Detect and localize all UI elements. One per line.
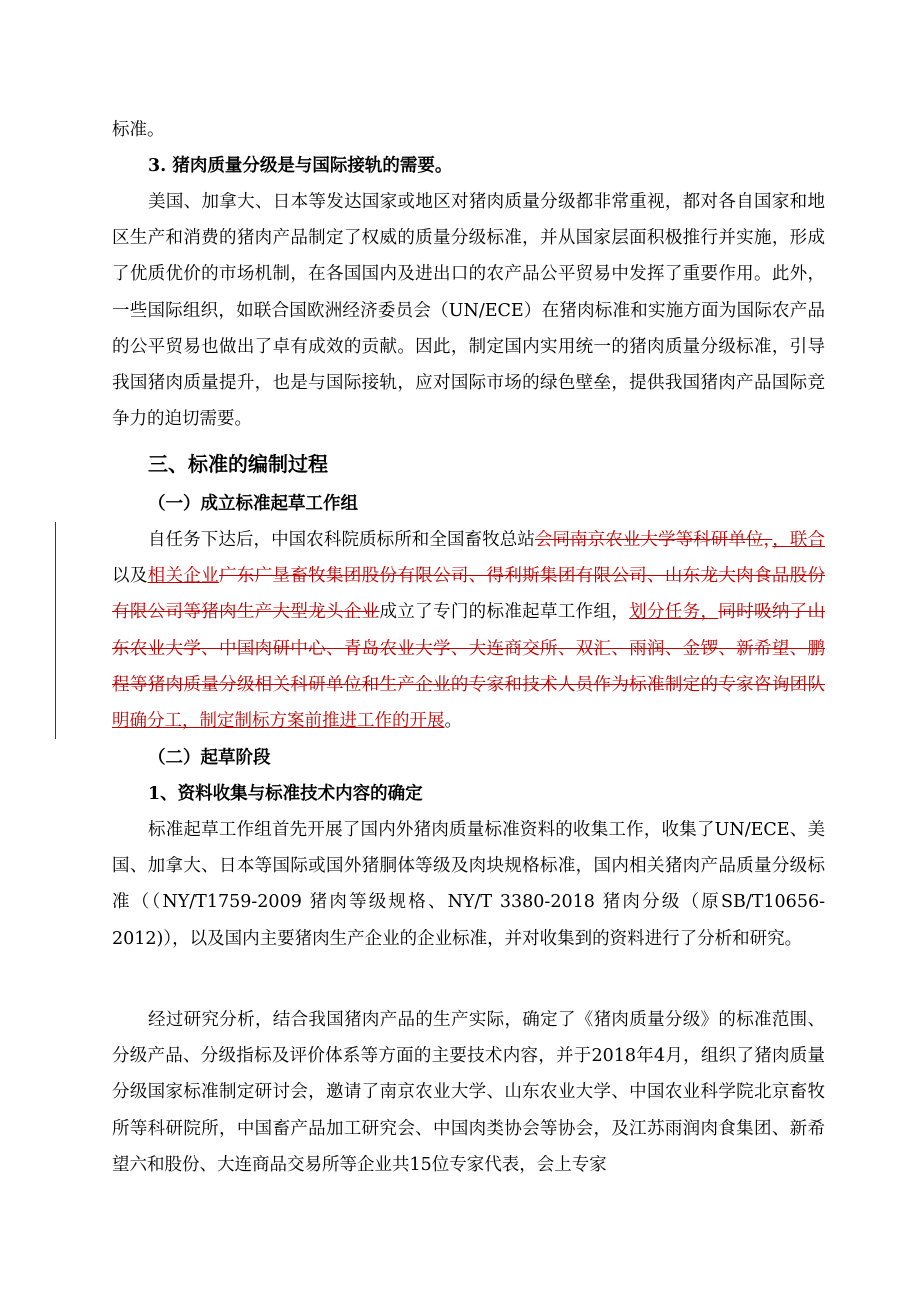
text-run: 成立了专门的标准起草工作组， — [379, 602, 630, 623]
subsection-heading-drafting-stage: （二）起草阶段 — [148, 748, 271, 768]
text-run: 自任务下达后，中国农科院质标所和全国畜牧总站 — [148, 530, 535, 550]
inserted-text: 明确分工，制定制标方案前推进工作的开展 — [112, 711, 445, 732]
paragraph-international: 美国、加拿大、日本等发达国家或地区对猪肉质量分级都非常重视，都对各自国家和地区生产和消费的猪肉产品制定了权威的质量分级标准，并从国家层面积极推行并实施，形成了优质优价的市场机制，在各国国内及进出口的农产品公平贸易中发挥了重要作用。此外，一些国际组织，如联合国欧洲经济委员会（UN/ECE）在猪肉标准和实施方面为国际农产品的公平贸易也做出了卓有成效的贡献。因此，制定国内实用统一的猪肉质量分级标准，引导我国猪肉质量提升，也是与国际接轨，应对国际市场的绿色壁垒，提供我国猪肉产品国际竞争力的迫切需要。 — [112, 192, 825, 430]
deleted-text: 同时吸纳了山东农业大学、中国肉研中心、青岛农业大学、大连商交所、双汇、雨润、金锣、新希望、鹏程等猪肉质量分级相关科研单位和生产企业的专家和技术人员作为标准制定的专家咨询团队 — [112, 602, 826, 695]
paragraph-research: 经过研究分析，结合我国猪肉产品的生产实际，确定了《猪肉质量分级》的标准范围、分级产品、分级指标及评价体系等方面的主要技术内容，并于2018年4月，组织了猪肉质量分级国家标准制定研讨会，邀请了南京农业大学、山东农业大学、中国农业科学院北京畜牧所等科研院所，中国畜产品加工研究会、中国肉类协会等协会，及江苏雨润肉食集团、新希望六和股份、大连商品交易所等企业共15位专家代表，会上专家 — [112, 1010, 825, 1175]
deleted-text: 会同南京农业大学等科研单位， — [534, 530, 773, 550]
inserted-text: 划分任务， — [629, 602, 719, 623]
inserted-text: 相关企业 — [147, 566, 220, 587]
inserted-text: ，联合 — [772, 530, 826, 550]
revision-change-bar — [55, 522, 56, 739]
numbered-heading: 3. 猪肉质量分级是与国际接轨的需要。 — [148, 156, 453, 176]
text-run: 。 — [444, 711, 462, 732]
deleted-text: 广东广垦畜牧集团股份有限公司、得利斯集团有限公司、山东龙大肉食品股份有限公司等猪肉生产大型龙头企业 — [112, 566, 826, 623]
tracked-changes-paragraph — [112, 522, 825, 739]
numbered-subheading-collection: 1、资料收集与标准技术内容的确定 — [148, 784, 423, 804]
section-heading: 三、标准的编制过程 — [148, 452, 328, 476]
text-run: 以及 — [112, 566, 148, 587]
continued-text: 标准。 — [112, 120, 165, 140]
paragraph-collection: 标准起草工作组首先开展了国内外猪肉质量标准资料的收集工作，收集了UN/ECE、美国、加拿大、日本等国际或国外猪胴体等级及肉块规格标准，国内相关猪肉产品质量分级标准（（NY/T1759-2009 猪肉等级规格、NY/T 3380-2018 猪肉分级（原SB/T10656-2012)），以及国内主要猪肉生产企业的企业标准，并对收集到的资料进行了分析和研究。 — [112, 820, 825, 949]
subsection-heading-drafting-group: （一）成立标准起草工作组 — [148, 494, 358, 514]
